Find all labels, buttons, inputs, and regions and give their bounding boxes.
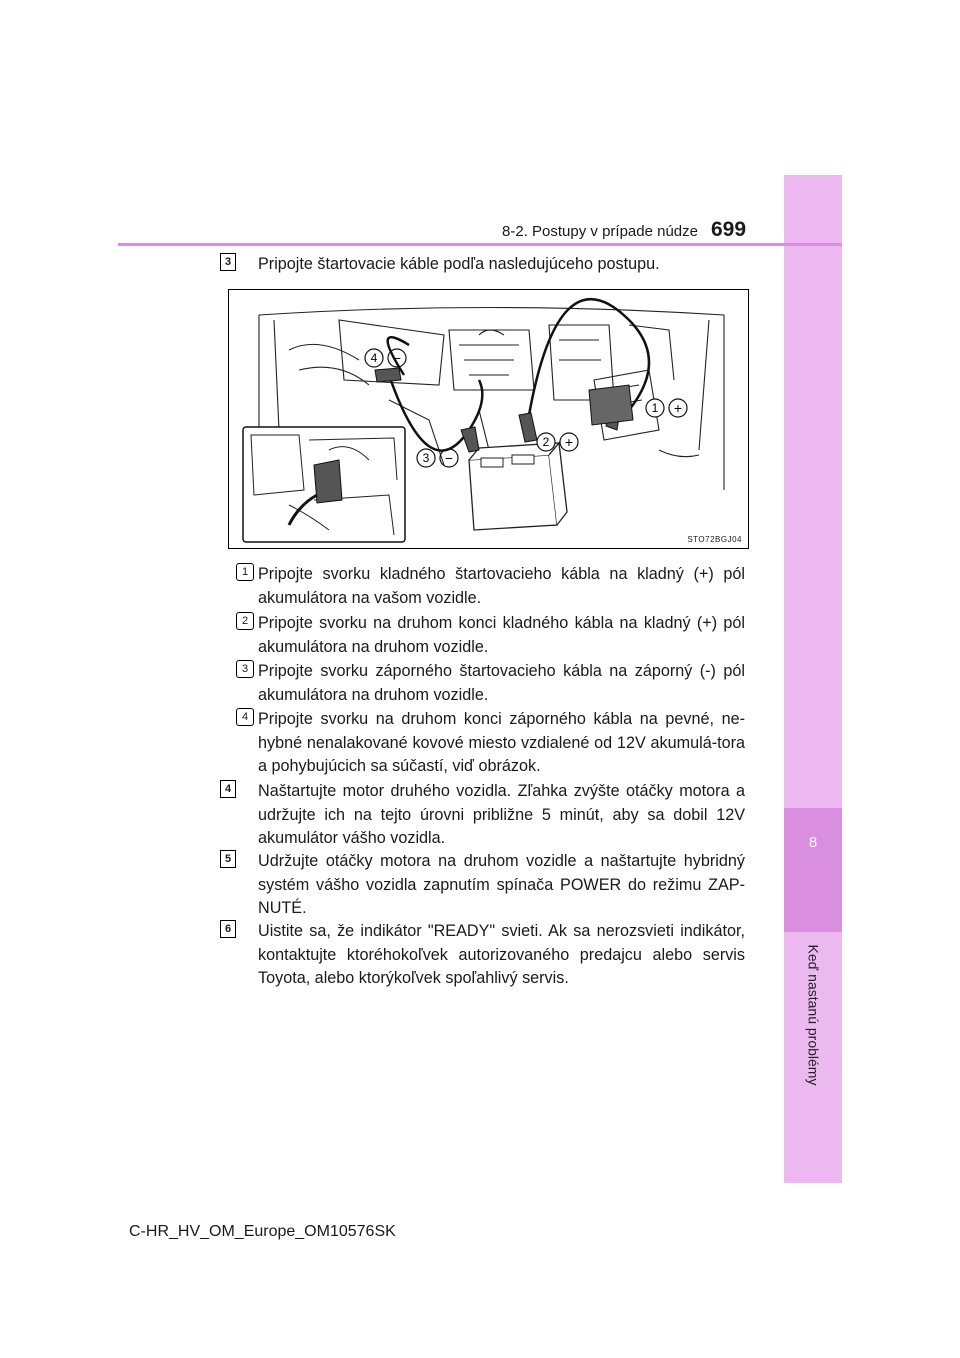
chapter-number: 8 (808, 834, 818, 851)
negative-sign: − (444, 450, 454, 466)
callout-3: 3 (422, 451, 430, 465)
substep-number: 3 (236, 660, 254, 678)
step-text: Uistite sa, že indikátor "READY" svieti. Ak sa nerozsvieti indikátor, kontaktujte ktoréhokoľvek autorizovaného predajcu alebo servis Toyota, alebo ktorýkoľvek spoľahlivý servis. (258, 922, 745, 987)
substep-number: 4 (236, 708, 254, 726)
section-title: 8-2. Postupy v prípade núdze (502, 223, 698, 240)
engine-bay-drawing (229, 290, 749, 549)
chapter-number-tab[interactable] (784, 808, 842, 932)
step-text: Udržujte otáčky motora na druhom vozidle a naštartujte hybridný systém vášho vozidla zapnutím spínača POWER do režimu ZAP-NUTÉ. (258, 852, 745, 917)
substep-number: 1 (236, 563, 254, 581)
chapter-title: Keď nastanú problémy (805, 944, 822, 1086)
callout-2: 2 (542, 435, 550, 449)
step-number-box: 3 (220, 253, 236, 271)
step-text: Pripojte štartovacie káble podľa nasledujúceho postupu. (258, 255, 660, 273)
substep-text: Pripojte svorku na druhom konci kladného kábla na kladný (+) pól akumulátora na druhom vozidle. (258, 614, 745, 656)
header-divider (118, 243, 842, 246)
step-number-box: 5 (220, 850, 236, 868)
positive-sign: + (673, 400, 683, 416)
substep-text: Pripojte svorku kladného štartovacieho kábla na kladný (+) pól akumulátora na vašom vozidle. (258, 565, 745, 607)
jump-start-illustration (228, 289, 749, 549)
step-number-box: 6 (220, 920, 236, 938)
figure-code: STO72BGJ04 (687, 535, 742, 544)
positive-sign: + (564, 434, 574, 450)
callout-1: 1 (651, 401, 659, 415)
substep-number: 2 (236, 612, 254, 630)
substep-text: Pripojte svorku na druhom konci záporného kábla na pevné, ne-hybné nenalakované kovové miesto vzdialené od 12V akumulá-tora a pohybujúcich sa súčastí, viď obrázok. (258, 710, 745, 775)
negative-sign: − (392, 350, 402, 366)
document-code: C-HR_HV_OM_Europe_OM10576SK (129, 1223, 396, 1240)
page-number: 699 (711, 218, 747, 241)
step-text: Naštartujte motor druhého vozidla. Zľahka zvýšte otáčky motora a udržujte ich na tejto úrovni približne 5 minút, aby sa dobil 12V akumulátor vášho vozidla. (258, 782, 745, 847)
step-number-box: 4 (220, 780, 236, 798)
callout-4: 4 (370, 351, 378, 365)
chapter-title-tab (785, 940, 841, 1090)
substep-text: Pripojte svorku záporného štartovacieho kábla na záporný (-) pól akumulátora na druhom vozidle. (258, 662, 745, 704)
